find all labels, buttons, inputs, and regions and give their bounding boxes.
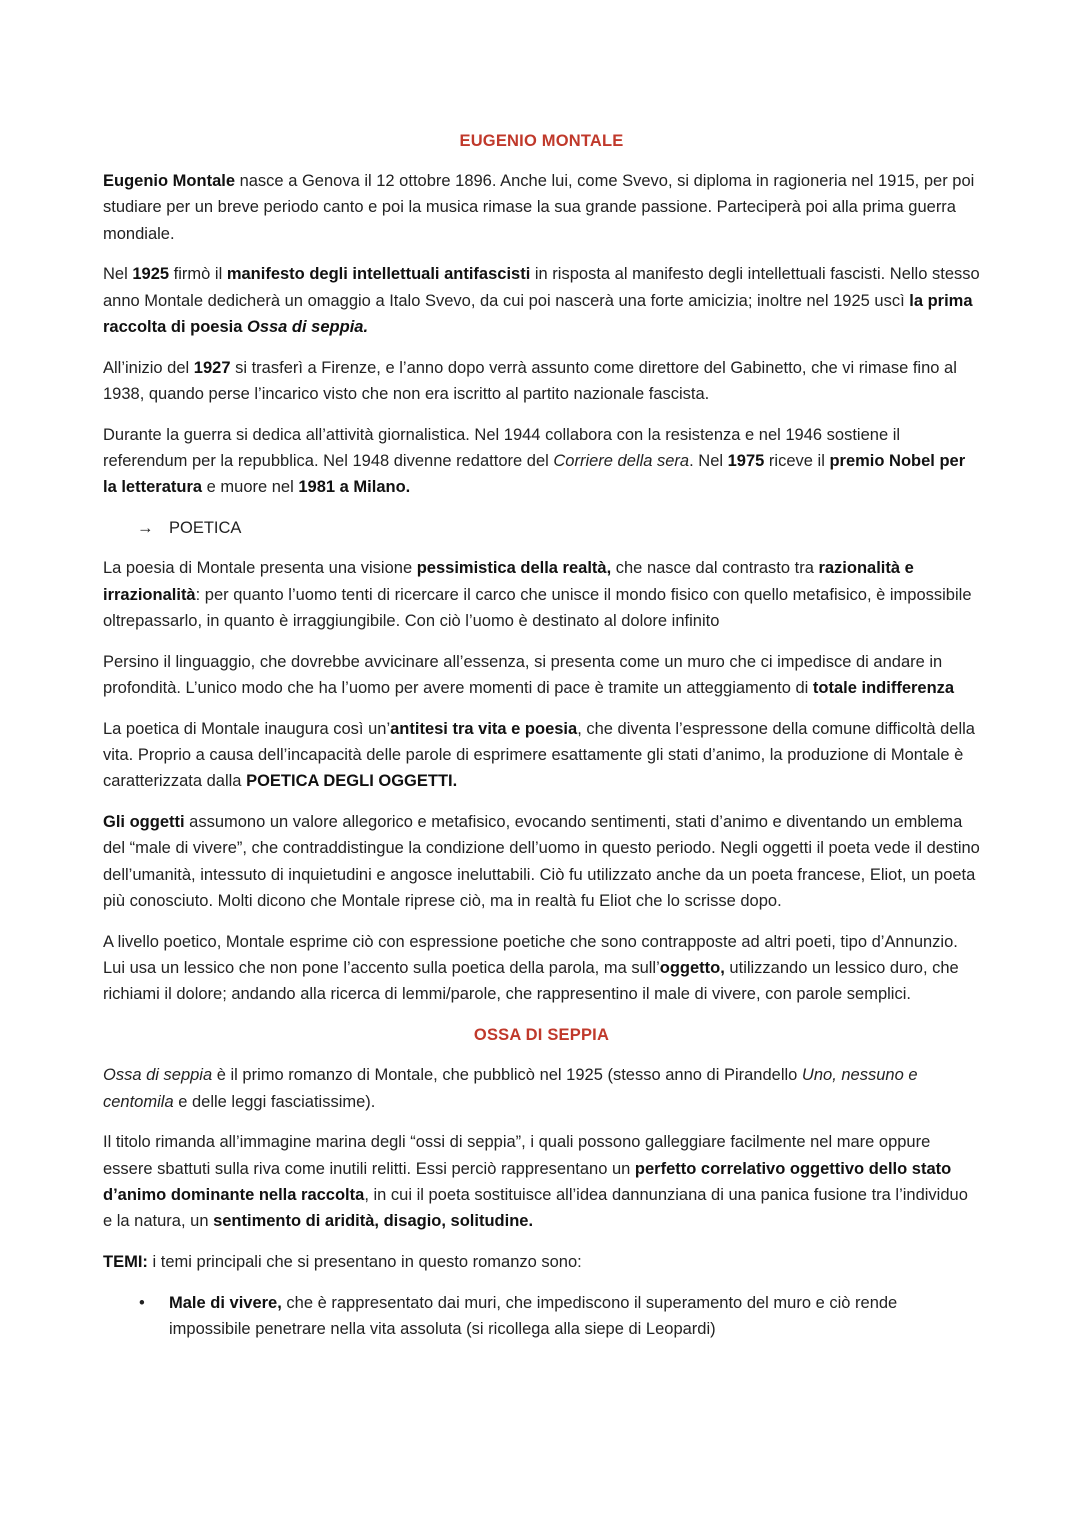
text: in risposta al manifesto degli intellettuali fascisti. Nello stesso anno Montale dedicherà un omaggio a Italo Svevo, da cui poi nascerà una forte amicizia; inoltre nel 1925 uscì — [103, 265, 980, 310]
text: utilizzando un lessico duro, che richiami il dolore; andando alla ricerca di lemmi/parole, che rappresentino il male di vivere, con parole semplici. — [103, 959, 959, 1004]
bold-text: 1975 — [727, 452, 765, 471]
section-label: POETICA — [169, 519, 242, 538]
list-item-male-di-vivere — [139, 1290, 980, 1343]
text: , in cui il poeta sostituisce all’idea dannunziana di una panica fusione tra l’individuo e la natura, un — [103, 1185, 968, 1231]
paragraph-livello-poetico — [103, 929, 980, 1008]
text: firmò il — [169, 265, 227, 284]
text: assumono un valore allegorico e metafisico, evocando sentimenti, stati d’animo e diventando un emblema del “male di vivere”, che contraddistingue la condizione dell’uomo in questo periodo. Negli oggetti il poeta vede il destino dell’umanità, intessuto di inquietudini e angosce ineluttabili. Ciò fu utilizzato anche da un poeta francese, Eliot, un poeta più conosciuto. Molti dicono che Montale riprese ciò, ma in realtà fu Eliot che lo scrisse dopo. — [103, 813, 980, 911]
text: : per quanto l’uomo tenti di ricercare il carco che unisce il mondo fisico con quello metafisico, è impossibile oltrepassarlo, in quanto è irraggiungibile. Con ciò l’uomo è destinato al dolore infinito — [103, 585, 972, 630]
paragraph-firenze — [103, 355, 980, 408]
paragraph-primo-romanzo — [103, 1062, 980, 1115]
paragraph-oggetti — [103, 809, 980, 914]
bold-text: sentimento di aridità, disagio, solitudine. — [213, 1212, 534, 1231]
text: che nasce dal contrasto tra — [611, 559, 819, 578]
italic-text: Uno, nessuno e centomila — [103, 1066, 918, 1111]
bold-text: 1981 a Milano. — [298, 478, 411, 497]
text: e muore nel — [202, 478, 299, 497]
paragraph-temi — [103, 1249, 980, 1275]
bullet-icon: • — [139, 1293, 145, 1312]
paragraph-visione-pessimistica — [103, 555, 980, 634]
bold-italic-text: Ossa di seppia. — [246, 317, 369, 336]
bold-text: la prima raccolta di poesia — [103, 291, 973, 336]
bold-text: razionalità e irrazionalità — [103, 559, 914, 604]
text: Persino il linguaggio, che dovrebbe avvicinare all’essenza, si presenta come un muro che ci impedisce di andare in profondità. L’unico modo che ha l’uomo per avere momenti di pace è tramite un atteggiamento di — [103, 652, 943, 697]
bold-text: totale indifferenza — [812, 678, 955, 697]
text: che è rappresentato dai muri, che impediscono il superamento del muro e ciò rende impossibile penetrare nella vita assoluta (si ricollega alla siepe di Leopardi) — [169, 1293, 898, 1339]
text: . Nel — [689, 452, 728, 471]
bold-text: oggetto, — [659, 959, 725, 978]
text: , che diventa l’espressone della comune difficoltà della vita. Proprio a causa dell’incapacità delle parole di esprimere esattamente gli stati d’animo, la produzione di Montale è caratterizzata dalla — [103, 719, 975, 791]
text: Nel — [103, 265, 133, 284]
text: è il primo romanzo di Montale, che pubblicò nel 1925 (stesso anno di Pirandello — [212, 1066, 802, 1085]
paragraph-linguaggio — [103, 649, 980, 702]
paragraph-biography-birth — [103, 168, 980, 247]
title-ossa-di-seppia: OSSA DI SEPPIA — [473, 1026, 610, 1045]
bold-text: Gli oggetti — [103, 813, 185, 832]
bold-text: pessimistica della realtà, — [416, 559, 612, 578]
text: riceve il — [764, 452, 830, 471]
bold-text: POETICA DEGLI OGGETTI. — [246, 772, 458, 791]
bold-text: 1927 — [193, 358, 231, 377]
text: La poetica di Montale inaugura così un’ — [103, 719, 391, 738]
bold-text: antitesi tra vita e poesia — [390, 719, 578, 738]
text: Il titolo rimanda all’immagine marina degli “ossi di seppia”, i quali possono galleggiare facilmente nel mare oppure essere sbattuti sulla riva come inutili relitti. Essi perciò rappresentano un — [103, 1133, 931, 1178]
bold-text: 1925 — [132, 265, 170, 284]
bold-text: premio Nobel per la letteratura — [103, 452, 966, 497]
bold-text: Male di vivere, — [169, 1293, 282, 1312]
text: si trasferì a Firenze, e l’anno dopo verrà assunto come direttore del Gabinetto, che vi rimase fino al 1938, quando perse l’incarico visto che non era iscritto al partito nazionale fascista. — [103, 358, 957, 404]
paragraph-antitesi — [103, 716, 980, 795]
text: e delle leggi fasciatissime). — [173, 1092, 376, 1111]
italic-text: Ossa di seppia — [103, 1066, 213, 1085]
bold-text: perfetto correlativo oggettivo dello stato d’animo dominante nella raccolta — [103, 1159, 952, 1204]
text: A livello poetico, Montale esprime ciò con espressione poetiche che sono contrapposte ad altri poeti, tipo d’Annunzio. Lui usa un lessico che non pone l’accento sulla poetica della parola, ma sull’ — [103, 932, 958, 978]
text: La poesia di Montale presenta una visione — [103, 559, 417, 578]
bold-text: TEMI: — [103, 1253, 148, 1271]
text: Durante la guerra si dedica all’attività giornalistica. Nel 1944 collabora con la resistenza e nel 1946 sostiene il referendum per la repubblica. Nel 1948 divenne redattore del — [103, 425, 901, 471]
text: nasce a Genova il 12 ottobre 1896. Anche lui, come Svevo, si diploma in ragioneria nel 1915, per poi studiare per un breve periodo canto e poi la musica rimase la sua grande passione. Parteciperà poi alla prima guerra mondiale. — [103, 172, 975, 243]
paragraph-titolo — [103, 1129, 980, 1234]
text: i temi principali che si presentano in questo romanzo sono: — [147, 1253, 582, 1271]
bold-text: Eugenio Montale — [103, 172, 235, 190]
paragraph-guerra-nobel — [103, 422, 980, 501]
paragraph-manifesto — [103, 261, 980, 340]
section-heading-poetica — [137, 515, 980, 541]
bold-text: manifesto degli intellettuali antifascisti — [226, 265, 531, 284]
arrow-right-icon: → — [137, 519, 154, 538]
title-eugenio-montale: EUGENIO MONTALE — [459, 132, 624, 150]
text: All’inizio del — [103, 358, 194, 377]
italic-text: Corriere della sera — [553, 452, 690, 471]
